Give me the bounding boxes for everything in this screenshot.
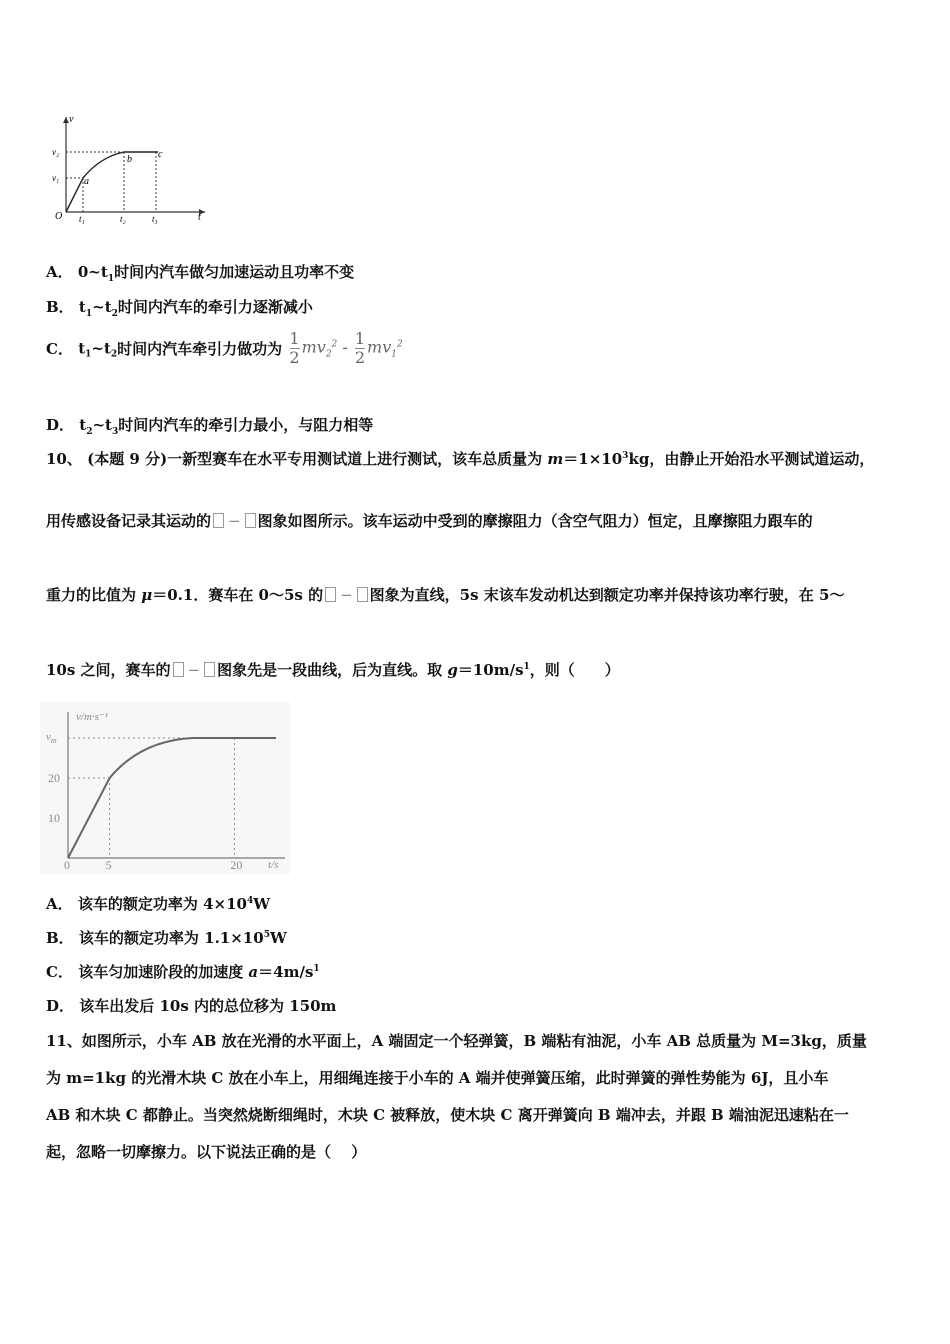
option-text: 该车的额定功率为 4×10 [77, 895, 247, 913]
q9-option-b[interactable] [46, 296, 313, 319]
t-axis-label: t [198, 212, 201, 223]
text: ，则（ ） [529, 661, 620, 679]
q10-option-b[interactable] [46, 927, 287, 948]
t2-label: t₂ [120, 214, 126, 224]
option-text: t [78, 298, 86, 316]
q10-option-d[interactable] [46, 995, 336, 1016]
y-axis-label: v/m·s⁻¹ [76, 711, 109, 723]
y-tick-label: 10 [48, 811, 60, 825]
option-key: C． [46, 340, 73, 358]
missing-glyph-icon [204, 662, 215, 677]
dash: − [340, 586, 353, 604]
option-unit: W [253, 895, 271, 913]
t3-label: t₃ [152, 214, 158, 224]
formula-mv: mv [367, 337, 392, 357]
origin-label: O [55, 211, 63, 222]
text: 图象为直线，5s 末该车发动机达到额定功率并保持该功率行驶，在 5～ [369, 586, 845, 604]
text: 图象先是一段曲线，后为直线。取 [217, 661, 448, 679]
vm-letter: v [46, 731, 51, 743]
text: 重力的比值为 [46, 586, 142, 604]
subscript: 3 [111, 427, 119, 437]
q9-option-a[interactable] [46, 261, 354, 284]
option-text: ~t [92, 298, 112, 316]
option-key: B． [46, 298, 74, 316]
q10-option-a[interactable] [46, 893, 270, 914]
x-axis-label: t/s [268, 859, 279, 871]
text: 用传感设备记录其运动的 [46, 512, 212, 530]
option-text: 该车出发后 10s 内的总位移为 150m [79, 997, 337, 1015]
symbol-mu: μ [141, 586, 153, 604]
option-text: 时间内汽车的牵引力最小，与阻力相等 [118, 416, 374, 434]
y-tick-label: 20 [48, 771, 60, 785]
missing-glyph-icon [173, 662, 184, 677]
superscript: 2 [397, 339, 403, 350]
point-c-label: c [158, 149, 163, 160]
option-text: ＝4m/s [258, 963, 314, 981]
superscript: 3 [622, 451, 629, 461]
missing-glyph-icon [213, 513, 224, 528]
q10-line-1 [46, 448, 910, 469]
x-tick-label: 5 [105, 858, 112, 872]
text: ＝0.1．赛车在 0～5s 的 [152, 586, 324, 604]
denominator: 2 [289, 348, 300, 367]
option-key: D． [46, 416, 75, 434]
option-key: B． [46, 929, 74, 947]
text: ＝1×10 [563, 450, 623, 468]
point-b-label: b [127, 154, 132, 165]
q9-option-d[interactable] [46, 414, 373, 437]
point-a-label: a [84, 176, 89, 187]
v1-label: v₁ [52, 173, 60, 183]
fraction-half-2 [355, 330, 365, 367]
q10-option-c[interactable] [46, 961, 320, 982]
x-tick-label: 0 [64, 858, 70, 872]
option-text: 该车匀加速阶段的加速度 [78, 963, 249, 981]
text: kg，由静止开始沿水平测试道运动， [628, 450, 875, 468]
velocity-curve [66, 152, 158, 212]
text: 图象如图所示。该车运动中受到的摩擦阻力（含空气阻力）恒定，且摩擦阻力跟车的 [257, 512, 813, 530]
superscript: 5 [263, 930, 270, 940]
fraction-half-1 [289, 330, 299, 367]
subscript: 2 [111, 309, 118, 319]
minus-sign: - [337, 337, 353, 357]
q10-line-4 [46, 659, 910, 680]
q10-line-3 [46, 584, 910, 605]
option-unit: W [269, 929, 287, 947]
symbol-g: g [447, 661, 458, 679]
symbol-m: m [547, 450, 564, 468]
option-text: 时间内汽车做匀加速运动且功率不变 [114, 263, 355, 281]
subscript: 1 [85, 349, 92, 360]
formula-mv: mv [301, 337, 326, 357]
option-text: 时间内汽车牵引力做功为 [117, 340, 283, 358]
vm-subscript: m [50, 736, 57, 745]
superscript: 1 [313, 964, 320, 974]
option-key: C． [46, 963, 73, 981]
dash: − [187, 661, 201, 679]
velocity-time-figure-1 [50, 112, 215, 224]
q10-line-2 [46, 510, 910, 531]
superscript: 1 [523, 662, 530, 672]
subscript: 2 [86, 427, 93, 437]
subscript: 1 [107, 274, 115, 284]
option-text: t [79, 416, 87, 434]
velocity-time-chart [40, 702, 290, 874]
option-text: 时间内汽车的牵引力逐渐减小 [117, 298, 313, 316]
symbol-a: a [248, 963, 259, 981]
v2-label: v₂ [52, 147, 60, 157]
denominator: 2 [354, 348, 366, 367]
option-key: A． [46, 263, 73, 281]
q9-option-c[interactable] [46, 330, 403, 367]
option-text: ~t [91, 339, 111, 358]
subscript: 1 [85, 309, 93, 319]
text: ＝10m/s [457, 661, 524, 679]
text: 10、 (本题 9 分)一新型赛车在水平专用测试道上进行测试，该车总质量为 [46, 450, 548, 468]
missing-glyph-icon [357, 587, 368, 602]
q11-line-1: 11、如图所示，小车 AB 放在光滑的水平面上，A 端固定一个轻弹簧，B 端粘有油泥，小车 AB 总质量为 M=3kg，质量 [46, 1032, 867, 1050]
v-axis-label: v [69, 114, 74, 125]
subscript: 2 [110, 349, 118, 360]
superscript: 4 [246, 896, 254, 906]
option-key: D． [46, 997, 75, 1015]
option-text: ~t [92, 416, 112, 434]
dash: − [228, 512, 241, 530]
option-text: 0~t [77, 263, 108, 281]
option-key: A． [46, 895, 73, 913]
q11-line-3: AB 和木块 C 都静止。当突然烧断细绳时，木块 C 被释放，使木块 C 离开弹簧向 B 端冲去，并跟 B 端油泥迅速粘在一 [46, 1106, 849, 1124]
option-text: 该车的额定功率为 1.1×10 [78, 929, 264, 947]
q11-line-4: 起，忽略一切摩擦力。以下说法正确的是（ ） [46, 1143, 367, 1161]
x-tick-label: 20 [230, 858, 243, 872]
numerator: 1 [289, 329, 300, 348]
t1-label: t₁ [79, 214, 85, 224]
text: 10s 之间，赛车的 [46, 661, 171, 679]
subscript: 2 [325, 349, 332, 360]
q11-line-2: 为 m=1kg 的光滑木块 C 放在小车上，用细绳连接于小车的 A 端并使弹簧压缩，此时弹簧的弹性势能为 6J，且小车 [46, 1069, 829, 1087]
missing-glyph-icon [325, 587, 336, 602]
numerator: 1 [354, 329, 366, 348]
missing-glyph-icon [245, 513, 256, 528]
superscript: 2 [331, 339, 338, 350]
option-text: t [78, 339, 86, 358]
chart-background [40, 702, 290, 874]
subscript: 1 [391, 349, 397, 360]
